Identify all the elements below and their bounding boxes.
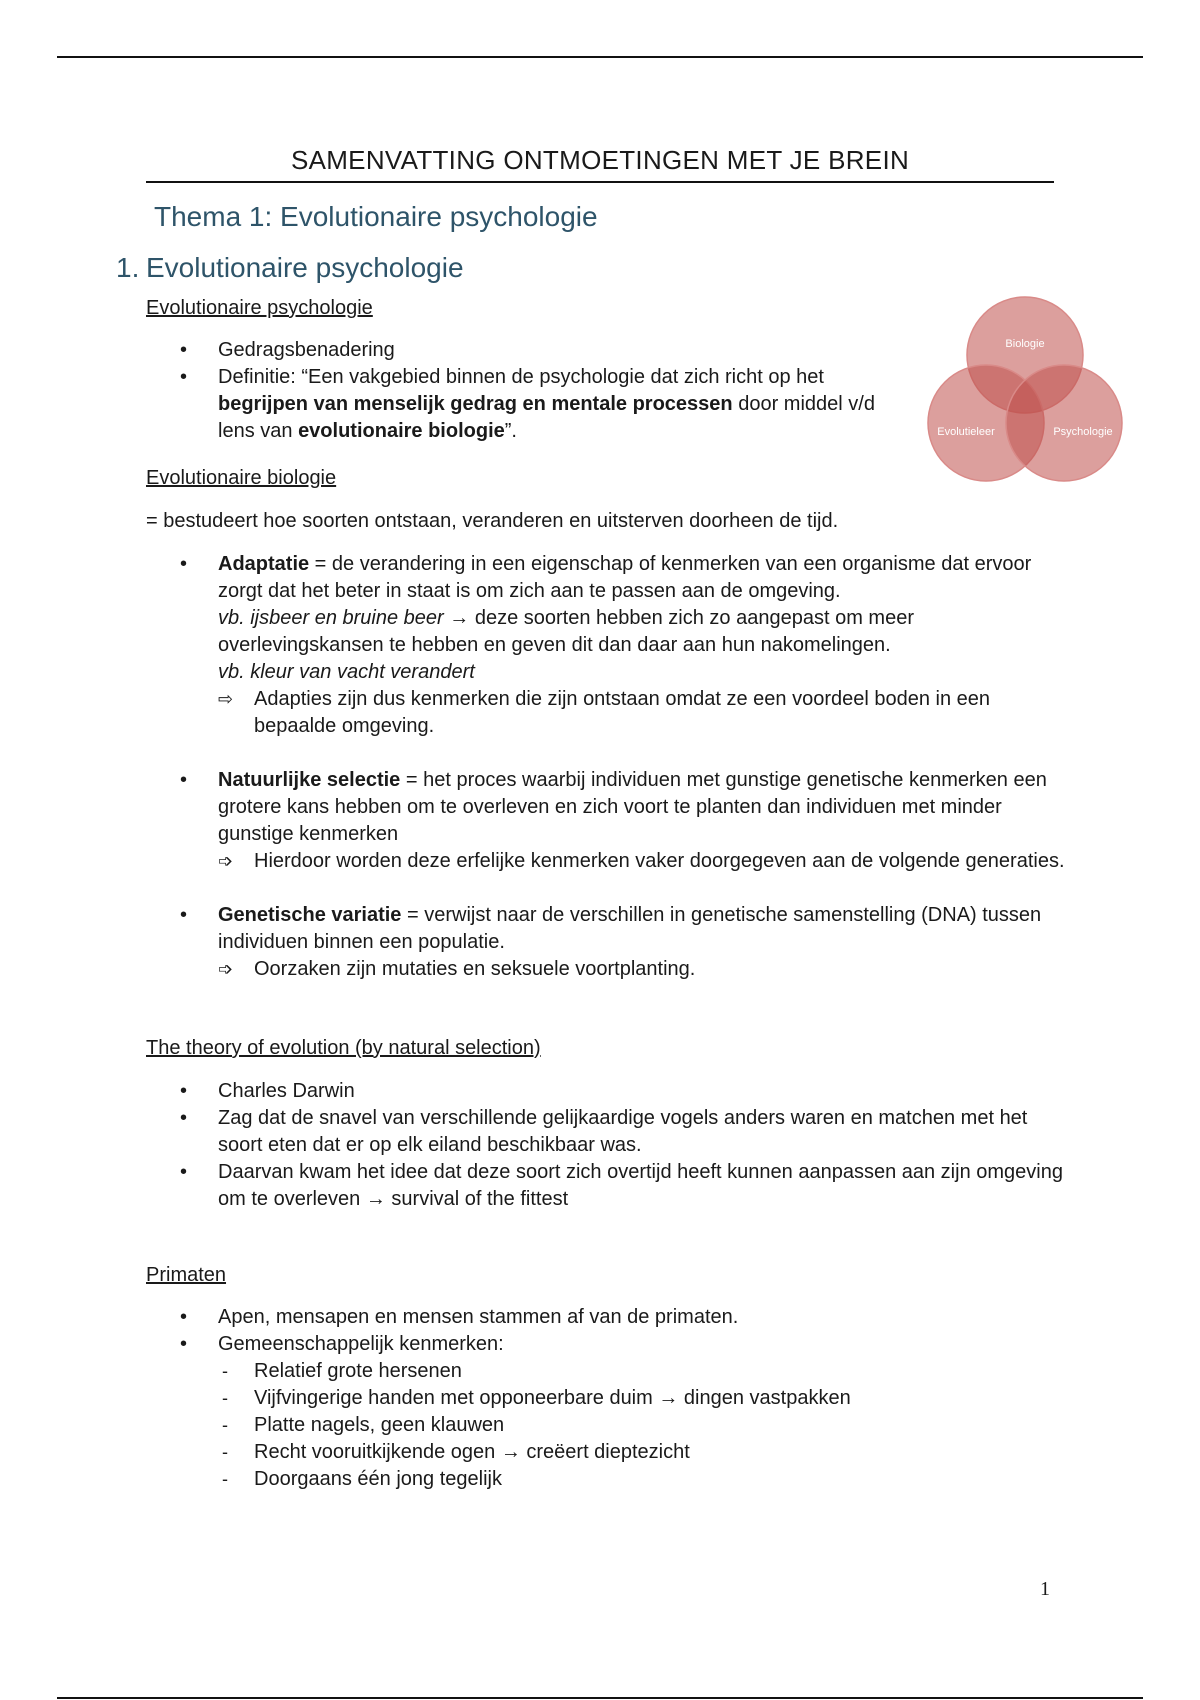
list-item-text: Apen, mensapen en mensen stammen af van de primaten. [218, 1306, 739, 1328]
conclusion-text: Adapties zijn dus kenmerken die zijn ontstaan omdat ze een voordeel boden in een bepaalde omgeving. [254, 688, 991, 737]
list-item-genetische-variatie [146, 902, 1066, 983]
feature-text: Recht vooruitkijkende ogen → creëert dieptezicht [254, 1441, 690, 1463]
definition-genetische-variatie: = verwijst naar de verschillen in genetische samenstelling (DNA) tussen individuen binnen een populatie. [218, 904, 1042, 953]
definition-adaptatie: = de verandering in een eigenschap of kenmerken van een organisme dat ervoor zorgt dat het beter in staat is om zich aan te passen aan de omgeving. [218, 553, 1032, 602]
list-item [146, 1159, 1066, 1213]
chapter-heading [116, 250, 464, 286]
list-item [146, 364, 906, 445]
arrow-icon: ➩ [218, 851, 234, 871]
conclusion-selectie [218, 848, 1066, 875]
list-item-text: Gedragsbenadering [218, 339, 395, 361]
section-title-evolutionaire-biologie: Evolutionaire biologie [146, 467, 337, 489]
feature-item [218, 1412, 1066, 1439]
example-ijsbeer: vb. ijsbeer en bruine beer [218, 607, 444, 629]
arrow-icon: ⇨ [218, 689, 234, 709]
bullet-icon: • [180, 1333, 188, 1355]
dash-icon: - [222, 1388, 228, 1408]
dash-icon: - [222, 1361, 228, 1381]
biologie-list [146, 551, 1066, 983]
list-item [146, 1304, 1066, 1331]
definition-text-2: door middel v/d lens van [218, 393, 875, 442]
theme-heading: Thema 1: Evolutionaire psychologie [154, 201, 598, 232]
conclusion-text: Oorzaken zijn mutaties en seksuele voortplanting. [254, 958, 696, 980]
bullet-icon: • [180, 1080, 188, 1102]
chapter-number: 1. [116, 252, 140, 283]
dash-icon: - [222, 1415, 228, 1435]
psychologie-list [146, 337, 906, 445]
list-item-text: Zag dat de snavel van verschillende gelijkaardige vogels anders waren en matchen met het soort eten dat er op elk eiland beschikbaar was. [218, 1107, 1028, 1156]
list-item [146, 1078, 1066, 1105]
section-title-evolutionaire-psychologie: Evolutionaire psychologie [146, 297, 373, 319]
list-item [146, 1331, 1066, 1493]
definition-bold-2: evolutionaire biologie [298, 420, 505, 442]
chapter-title: Evolutionaire psychologie [146, 252, 464, 283]
primaten-list [146, 1304, 1066, 1493]
bullet-icon: • [180, 553, 188, 575]
biologie-intro: = bestudeert hoe soorten ontstaan, veranderen en uitsterven doorheen de tijd. [146, 510, 839, 532]
bullet-icon: • [180, 1161, 188, 1183]
term-natuurlijke-selectie: Natuurlijke selectie [218, 769, 401, 791]
feature-item [218, 1385, 1066, 1412]
list-item-text: Charles Darwin [218, 1080, 355, 1102]
bullet-icon: • [180, 904, 188, 926]
conclusion-text: Hierdoor worden deze erfelijke kenmerken vaker doorgegeven aan de volgende generaties. [254, 850, 1065, 872]
definition-bold-1: begrijpen van menselijk gedrag en mentale processen [218, 393, 733, 415]
evolution-list [146, 1078, 1066, 1213]
dash-icon: - [222, 1469, 228, 1489]
section-title-primaten: Primaten [146, 1264, 227, 1286]
definition-natuurlijke-selectie: = het proces waarbij individuen met gunstige genetische kenmerken een grotere kans hebben om te overleven en zich voort te planten dan individuen met minder gunstige kenmerken [218, 769, 1047, 845]
list-item-text: Daarvan kwam het idee dat deze soort zich overtijd heeft kunnen aanpassen aan zijn omgeving om te overleven → survival of the fittest [218, 1161, 1063, 1210]
dash-icon: - [222, 1442, 228, 1462]
features-list [218, 1358, 1066, 1493]
conclusion-adaptatie [218, 686, 1066, 740]
page-number: 1 [1040, 1578, 1050, 1600]
header-rule [57, 56, 1143, 58]
term-genetische-variatie: Genetische variatie [218, 904, 402, 926]
arrow-icon: ➩ [218, 959, 234, 979]
feature-text: Vijfvingerige handen met opponeerbare duim → dingen vastpakken [254, 1387, 851, 1409]
feature-item [218, 1358, 1066, 1385]
footer-rule [57, 1697, 1143, 1699]
feature-text: Platte nagels, geen klauwen [254, 1414, 505, 1436]
bullet-icon: • [180, 339, 188, 361]
list-item-adaptatie [146, 551, 1066, 740]
list-item [146, 1105, 1066, 1159]
feature-item [218, 1466, 1066, 1493]
list-item-text: Gemeenschappelijk kenmerken: [218, 1333, 504, 1355]
list-item-natuurlijke-selectie [146, 767, 1066, 875]
document-title: SAMENVATTING ONTMOETINGEN MET JE BREIN [146, 144, 1054, 183]
term-adaptatie: Adaptatie [218, 553, 310, 575]
venn-circle-psychologie [1006, 365, 1122, 481]
definition-text-3: ”. [504, 420, 517, 442]
bullet-icon: • [180, 1107, 188, 1129]
venn-diagram [920, 295, 1130, 495]
venn-label-top: Biologie [1005, 338, 1045, 350]
feature-text: Doorgaans één jong tegelijk [254, 1468, 502, 1490]
bullet-icon: • [180, 1306, 188, 1328]
example-ijsbeer-rest: → deze soorten hebben zich zo aangepast om meer overlevingskansen te hebben en geven dit dan daar aan hun nakomelingen. [218, 607, 914, 656]
venn-label-left: Evolutieleer [937, 426, 995, 438]
example-vacht: vb. kleur van vacht verandert [218, 661, 475, 683]
definition-text: Definitie: “Een vakgebied binnen de psychologie dat zich richt op het [218, 366, 824, 388]
venn-label-right: Psychologie [1053, 426, 1113, 438]
feature-text: Relatief grote hersenen [254, 1360, 462, 1382]
section-title-theory-of-evolution: The theory of evolution (by natural selection) [146, 1037, 541, 1059]
conclusion-variatie [218, 956, 1066, 983]
feature-item [218, 1439, 1066, 1466]
bullet-icon: • [180, 366, 188, 388]
list-item [146, 337, 906, 364]
bullet-icon: • [180, 769, 188, 791]
